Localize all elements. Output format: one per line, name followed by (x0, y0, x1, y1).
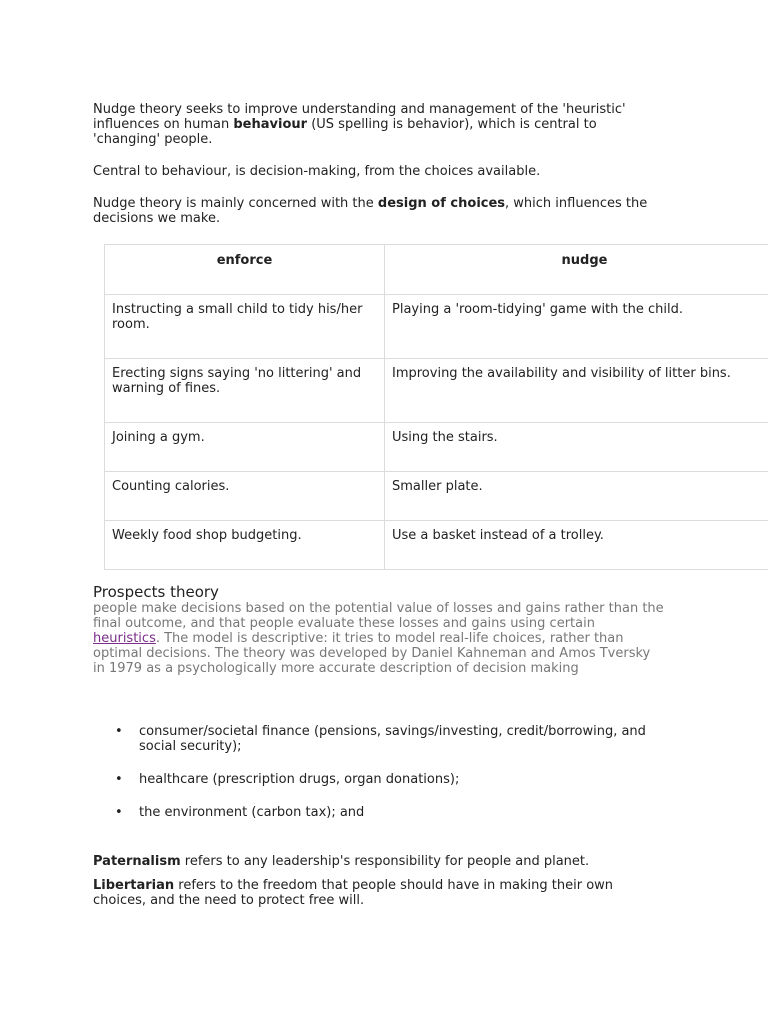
table-row (105, 472, 768, 521)
enforce-cell: Weekly food shop budgeting. (105, 521, 385, 570)
heuristics-link[interactable]: heuristics (93, 631, 156, 646)
prospects-section (93, 584, 673, 676)
enforce-cell: Joining a gym. (105, 423, 385, 472)
prospects-description (93, 601, 665, 676)
table-row (105, 359, 768, 423)
definition-text: refers to the freedom that people should have in making their own choices, and the need to protect free will. (93, 878, 614, 908)
intro-section (93, 102, 693, 226)
intro-text: Nudge theory seeks to improve understanding and management of the 'heuristic' influences on human (93, 102, 626, 132)
intro-text: (US spelling is behavior), which is central to 'changing' people. (93, 117, 597, 147)
header-enforce: enforce (105, 245, 385, 295)
table-row (105, 295, 768, 359)
paternalism-definition (93, 854, 653, 869)
table-row (105, 521, 768, 570)
application-list (93, 724, 693, 838)
nudge-cell: Using the stairs. (385, 423, 768, 472)
list-item (93, 772, 679, 787)
enforce-cell: Instructing a small child to tidy his/her room. (105, 295, 385, 359)
intro-text: , which influences the decisions we make. (93, 196, 648, 226)
list-item (93, 724, 679, 754)
nudge-cell: Playing a 'room-tidying' game with the child. (385, 295, 768, 359)
list-item-text: consumer/societal finance (pensions, savings/investing, credit/borrowing, and social security); (139, 724, 646, 754)
bullet-icon: • (115, 724, 123, 739)
intro-paragraph-3 (93, 196, 683, 226)
header-nudge: nudge (385, 245, 768, 295)
behaviour-bold: behaviour (233, 117, 308, 132)
enforce-cell: Erecting signs saying 'no littering' and warning of fines. (105, 359, 385, 423)
definitions-section (93, 854, 653, 908)
table-row (105, 423, 768, 472)
list-item-text: healthcare (prescription drugs, organ donations); (139, 772, 460, 787)
prospects-text: people make decisions based on the potential value of losses and gains rather than the final outcome, and that people evaluate these losses and gains using certain (93, 601, 664, 631)
libertarian-definition (93, 878, 653, 908)
design-of-choices-bold: design of choices (377, 196, 506, 211)
nudge-cell: Improving the availability and visibility of litter bins. (385, 359, 768, 423)
prospects-text: . The model is descriptive: it tries to model real-life choices, rather than optimal decisions. The theory was developed by Daniel Kahneman and Amos Tversky in 1979 as a psychologically more accurate description of decision making (93, 631, 651, 676)
list-item (93, 805, 679, 820)
enforce-nudge-table (104, 244, 768, 570)
libertarian-term: Libertarian (93, 878, 175, 893)
prospects-heading: Prospects theory (93, 583, 219, 601)
intro-text: Nudge theory is mainly concerned with the (93, 196, 378, 211)
definition-text: refers to any leadership's responsibility for people and planet. (180, 854, 590, 869)
nudge-cell: Smaller plate. (385, 472, 768, 521)
paternalism-term: Paternalism (93, 854, 181, 869)
enforce-cell: Counting calories. (105, 472, 385, 521)
nudge-cell: Use a basket instead of a trolley. (385, 521, 768, 570)
list-item-text: the environment (carbon tax); and (139, 805, 365, 820)
bullet-icon: • (115, 805, 123, 820)
table-header-row (105, 245, 768, 295)
intro-paragraph-2: Central to behaviour, is decision-making, from the choices available. (93, 164, 541, 179)
bullet-icon: • (115, 772, 123, 787)
intro-paragraph-1 (93, 102, 663, 147)
